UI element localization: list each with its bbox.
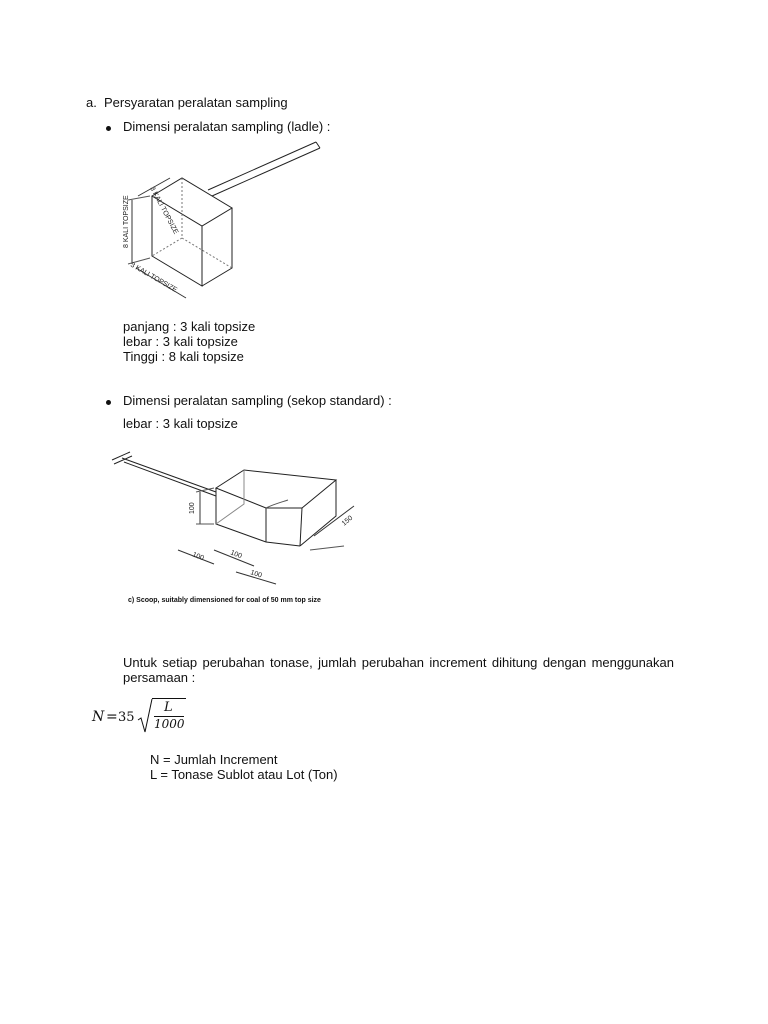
- ladle-label-height: 8 KALI TOPSIZE: [123, 195, 130, 248]
- ladle-label-length: 3 KALI TOPSIZE: [148, 185, 180, 236]
- ladle-label-width: 3 KALI TOPSIZE: [129, 261, 179, 295]
- scoop-spec-width: lebar : 3 kali topsize: [123, 416, 238, 431]
- ladle-handle-top: [208, 142, 316, 190]
- scoop-handle-grip: [112, 452, 130, 460]
- ladle-handle-bottom: [212, 148, 320, 196]
- equation-denominator: 1000: [154, 717, 185, 731]
- scoop-handle-shaft: [122, 458, 216, 492]
- scoop-front-edge: [216, 488, 300, 546]
- intro-paragraph: Untuk setiap perubahan tonase, jumlah perubahan increment dihitung dengan menggunakan persamaan :: [123, 655, 674, 685]
- sqrt-overbar: [152, 698, 186, 699]
- scoop-label-width-1: 100: [191, 551, 205, 563]
- equation-equals: =: [106, 709, 118, 725]
- bullet-dot: [106, 126, 111, 131]
- scoop-label-width-3: 100: [249, 569, 263, 580]
- scoop-label-height: 100: [189, 502, 196, 514]
- ladle-side-face: [202, 208, 232, 286]
- equation-numerator: L: [164, 700, 173, 715]
- ladle-bullet-text: Dimensi peralatan sampling (ladle) :: [123, 119, 331, 134]
- scoop-caption: c) Scoop, suitably dimensioned for coal of 50 mm top size: [128, 597, 321, 604]
- ladle-spec-length: panjang : 3 kali topsize: [123, 319, 256, 334]
- ladle-spec-width: lebar : 3 kali topsize: [123, 334, 238, 349]
- bullet-dot: [106, 400, 111, 405]
- ladle-figure: [112, 136, 334, 304]
- section-title: Persyaratan peralatan sampling: [104, 95, 288, 110]
- section-marker: a.: [86, 95, 97, 110]
- definition-l: L = Tonase Sublot atau Lot (Ton): [150, 767, 338, 782]
- scoop-label-length: 150: [340, 514, 355, 528]
- scoop-side-edge: [300, 480, 336, 546]
- scoop-rim: [216, 470, 336, 508]
- definition-n: N = Jumlah Increment: [150, 752, 278, 767]
- sqrt-radical-icon: [137, 698, 153, 734]
- scoop-figure: [104, 430, 390, 610]
- equation-lhs: N: [92, 709, 105, 725]
- equation-coefficient: 35: [118, 710, 135, 725]
- scoop-bullet-text: Dimensi peralatan sampling (sekop standard) :: [123, 393, 392, 408]
- scoop-label-width-2: 100: [229, 549, 243, 561]
- ladle-spec-height: Tinggi : 8 kali topsize: [123, 349, 244, 364]
- equation: [92, 696, 202, 736]
